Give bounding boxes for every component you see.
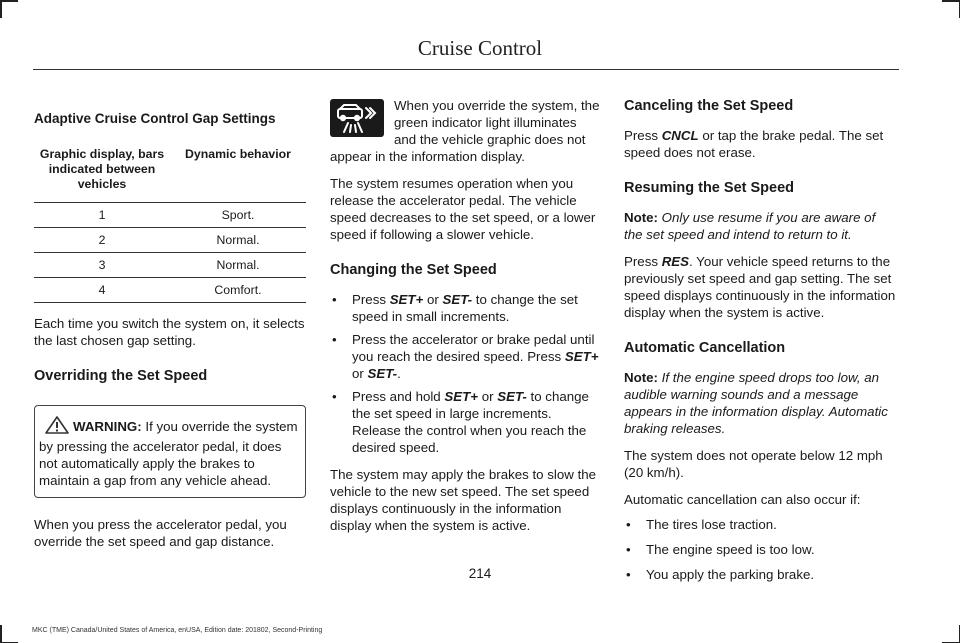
warning-text: If you override the system by pressing the accelerator pedal, it does not automatically apply the brakes to maintain a gap from any vehicle ahead. (39, 419, 298, 488)
column-left (34, 110, 306, 550)
list-item-text: Press (352, 292, 390, 307)
list-item-text: or (352, 366, 368, 381)
list-item-text: to change the set speed in large increments. Release the control when you reach the desired speed. (352, 389, 589, 455)
list-item (330, 388, 600, 456)
control-label-set-minus: SET- (442, 292, 473, 307)
list-item (624, 516, 896, 533)
control-label-set-minus: SET- (497, 389, 527, 404)
minimum-speed-text: The system does not operate below 12 mph (20 km/h). (624, 448, 883, 480)
table-row (34, 203, 306, 228)
note-text: Only use resume if you are aware of the set speed and intend to return to it. (624, 210, 876, 242)
heading-overriding-set-speed: Overriding the Set Speed (34, 368, 208, 384)
bullet: • (332, 332, 337, 347)
warning-triangle-icon (45, 416, 69, 438)
cancel-text-pre: Press (624, 128, 662, 143)
table-row (34, 228, 306, 253)
table-header-graphic-display: Graphic display, bars indicated between vehicles (34, 141, 170, 203)
control-label-res: RES (661, 254, 690, 269)
list-item (330, 331, 600, 382)
list-item-text: Press and hold (352, 389, 445, 404)
resume-text (624, 253, 896, 321)
heading-changing-set-speed: Changing the Set Speed (330, 262, 497, 278)
heading-canceling-set-speed: Canceling the Set Speed (624, 98, 794, 114)
changing-speed-list (330, 291, 600, 456)
list-item-text: The engine speed is too low. (646, 542, 815, 557)
list-item-text: to change the set speed in small increments. (352, 292, 578, 324)
heading-resuming-set-speed: Resuming the Set Speed (624, 180, 795, 196)
list-item-text: . (397, 366, 401, 381)
cancel-text-post: or tap the brake pedal. The set speed does not erase. (624, 128, 884, 160)
table-cell-behavior: Normal. (170, 253, 306, 278)
control-label-set-plus: SET+ (389, 292, 424, 307)
override-description-text: When you press the accelerator pedal, you override the set speed and gap distance. (34, 517, 287, 549)
override-indicator-text: When you override the system, the green indicator light illuminates and the vehicle graphic does not appear in the information display. (330, 98, 600, 164)
column-middle (330, 97, 600, 534)
adaptive-cruise-indicator-icon (330, 99, 384, 137)
table-cell-bars: 3 (34, 253, 170, 278)
control-label-set-minus: SET- (367, 366, 398, 381)
heading-automatic-cancellation: Automatic Cancellation (624, 340, 786, 356)
bullet: • (332, 292, 337, 307)
list-item-text: The tires lose traction. (646, 517, 777, 532)
control-label-set-plus: SET+ (564, 349, 599, 364)
header-rule (33, 69, 899, 70)
bullet: • (626, 517, 631, 532)
table-cell-bars: 2 (34, 228, 170, 253)
resume-text-post: . Your vehicle speed returns to the previously set speed and gap setting. The set speed displays continuously in the information display when the system is active. (624, 254, 896, 320)
note-label: Note: (624, 370, 658, 385)
system-resume-text: The system resumes operation when you release the accelerator pedal. The vehicle speed decreases to the set speed, or a lower speed if following a slower vehicle. (330, 176, 596, 242)
warning-label: WARNING: (73, 419, 142, 434)
resume-note (624, 209, 896, 243)
bullet: • (626, 542, 631, 557)
warning-paragraph (39, 416, 301, 489)
auto-cancel-conditions-intro: Automatic cancellation can also occur if: (624, 492, 861, 507)
gap-settings-table-title: Adaptive Cruise Control Gap Settings (34, 111, 276, 126)
note-label: Note: (624, 210, 658, 225)
control-label-cncl: CNCL (661, 128, 699, 143)
table-cell-behavior: Normal. (170, 228, 306, 253)
crop-mark-top-right-h (942, 0, 960, 2)
gap-setting-memory-text: Each time you switch the system on, it selects the last chosen gap setting. (34, 316, 305, 348)
list-item-text: or (478, 389, 498, 404)
bullet: • (626, 567, 631, 582)
table-cell-behavior: Comfort. (170, 278, 306, 303)
column-right (624, 97, 896, 583)
note-text: If the engine speed drops too low, an audible warning sounds and a message appears in the information display. Automatic braking releases. (624, 370, 888, 436)
table-cell-bars: 1 (34, 203, 170, 228)
table-header-dynamic-behavior: Dynamic behavior (170, 141, 306, 203)
crop-mark-top-left-v (0, 0, 2, 18)
cancel-text (624, 127, 896, 161)
page-number: 214 (468, 566, 492, 581)
list-item (330, 291, 600, 325)
list-item-text: or (423, 292, 443, 307)
crop-mark-top-left-h (0, 0, 18, 2)
auto-cancel-note (624, 369, 896, 437)
warning-box (34, 405, 306, 498)
footer-edition-text: MKC (TME) Canada/United States of America, enUSA, Edition date: 201802, Second-Printing (32, 627, 323, 634)
page-header-title: Cruise Control (417, 36, 543, 60)
list-item-text: You apply the parking brake. (646, 567, 815, 582)
gap-settings-table (34, 141, 306, 303)
table-header-row (34, 141, 306, 203)
table-row (34, 253, 306, 278)
list-item (624, 541, 896, 558)
resume-text-pre: Press (624, 254, 662, 269)
table-cell-behavior: Sport. (170, 203, 306, 228)
crop-mark-bottom-left-v (0, 625, 2, 643)
table-row (34, 278, 306, 303)
control-label-set-plus: SET+ (444, 389, 479, 404)
bullet: • (332, 389, 337, 404)
table-cell-bars: 4 (34, 278, 170, 303)
brake-application-text: The system may apply the brakes to slow the vehicle to the new set speed. The set speed displays continuously in the information display when the system is active. (330, 467, 597, 533)
list-item-text: Press the accelerator or brake pedal until you reach the desired speed. Press (352, 332, 595, 364)
